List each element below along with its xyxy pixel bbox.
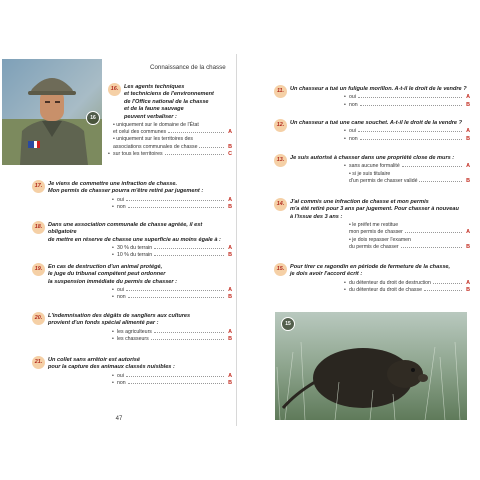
- answer-option-b[interactable]: • non B: [112, 380, 232, 387]
- answer-option-a-line2[interactable]: et celui des communes A: [113, 129, 232, 136]
- coypu-photo: [275, 312, 467, 420]
- question-number: 14.: [274, 198, 287, 211]
- hunter-illustration: [2, 59, 102, 165]
- question-number: 19.: [32, 263, 45, 276]
- question-16: [108, 84, 232, 158]
- answer-option-b[interactable]: • non B: [344, 135, 470, 142]
- answer-options: [344, 94, 470, 108]
- answer-option-b-line2[interactable]: associations communales de chasse B: [113, 143, 232, 150]
- question-number: 18.: [32, 221, 45, 234]
- question-19: [32, 264, 232, 302]
- answer-options: [344, 163, 470, 185]
- answer-options: [112, 197, 232, 211]
- question-13: [274, 155, 470, 185]
- answer-options: [112, 287, 232, 301]
- answer-option-a[interactable]: • 30 % du terrain A: [112, 245, 232, 252]
- answer-options: [344, 280, 470, 294]
- question-text: Un chasseur a tué un fuligule morillon. A-t-il le droit de le vendre ?: [290, 86, 467, 92]
- question-number: 12.: [274, 119, 287, 132]
- answer-option-b[interactable]: • uniquement sur les territoires des: [113, 136, 193, 143]
- answer-option-a[interactable]: • les agriculteurs A: [112, 328, 232, 335]
- answer-option-a[interactable]: • du détenteur du droit de destruction A: [344, 279, 470, 286]
- question-number: 20.: [32, 312, 45, 325]
- question-text: Dans une association communale de chasse agréée, il est obligatoire de mettre en réserve de chasse une superficie au moins égale à :: [48, 222, 221, 243]
- answer-option-b[interactable]: • non B: [112, 294, 232, 301]
- question-21: [32, 357, 232, 387]
- answer-option-a[interactable]: • uniquement sur le domaine de l'État: [113, 122, 199, 129]
- question-17: [32, 181, 232, 211]
- question-number: 21.: [32, 356, 45, 369]
- photo-number-badge: 16: [86, 111, 100, 125]
- question-text: Je viens de commettre une infraction de chasse. Mon permis de chasser pourra m'être retiré par jugement :: [48, 181, 204, 195]
- answer-options: [112, 245, 232, 259]
- question-number: 13.: [274, 154, 287, 167]
- question-text: En cas de destruction d'un animal protégé, le juge du tribunal compétent peut ordonner la suspension immédiate du permis de chasser :: [48, 264, 178, 285]
- answer-option-b[interactable]: • non B: [344, 101, 470, 108]
- answer-option-b[interactable]: • 10 % du terrain B: [112, 252, 232, 259]
- question-15: [274, 264, 470, 294]
- question-number: 17.: [32, 180, 45, 193]
- answer-option-b[interactable]: • du détenteur du droit de chasse B: [344, 287, 470, 294]
- answer-options: [112, 373, 232, 387]
- question-11: [274, 86, 470, 109]
- answer-option-a[interactable]: • sans aucune formalité A: [344, 163, 470, 170]
- answer-option-a[interactable]: • oui A: [112, 372, 232, 379]
- question-number: 16.: [108, 83, 121, 96]
- answer-option-b[interactable]: • les chasseurs B: [112, 336, 232, 343]
- question-20: [32, 313, 232, 343]
- coypu-illustration: [275, 312, 467, 420]
- answer-options: [344, 128, 470, 142]
- left-page: [2, 54, 236, 426]
- answer-option-b-line2[interactable]: du permis de chasser B: [349, 243, 470, 250]
- question-text: Les agents techniques et techniciens de l'environnement de l'Office national de la chasse et de la faune sauvage peuvent verbaliser :: [124, 84, 214, 120]
- answer-option-b[interactable]: • je dois repasser l'examen: [349, 236, 411, 243]
- answer-option-a[interactable]: • oui A: [344, 128, 470, 135]
- answer-option-c[interactable]: • sur tous les territoires C: [108, 150, 232, 157]
- photo-number-badge: 15: [281, 317, 295, 331]
- question-text: Un chasseur a tué une cane souchet. A-t-il le droit de la vendre ?: [290, 120, 462, 126]
- answer-options: [112, 329, 232, 343]
- answer-option-b[interactable]: • non B: [112, 204, 232, 211]
- question-text: Pour tirer ce ragondin en période de fermeture de la chasse, je dois avoir l'accord écrit :: [290, 264, 451, 278]
- question-text: J'ai commis une infraction de chasse et mon permis m'a été retiré pour 3 ans par jugement. Pour chasser à nouveau à l'issue des 3 ans :: [290, 199, 459, 220]
- answer-option-a[interactable]: • le préfet me restitue: [349, 222, 399, 229]
- answer-options: [108, 122, 232, 158]
- page-number: 47: [115, 416, 123, 422]
- answer-option-a[interactable]: • oui A: [112, 287, 232, 294]
- question-18: [32, 222, 232, 260]
- answer-option-a[interactable]: • oui A: [344, 94, 470, 101]
- answer-option-a-line2[interactable]: mon permis de chasser A: [349, 229, 470, 236]
- question-14: [274, 199, 470, 251]
- answer-option-a[interactable]: • oui A: [112, 196, 232, 203]
- hunter-photo: [2, 59, 102, 165]
- question-number: 15.: [274, 263, 287, 276]
- question-number: 11.: [274, 85, 287, 98]
- answer-option-b[interactable]: • si je suis titulaire: [349, 170, 391, 177]
- running-header: Connaissance de la chasse: [150, 64, 226, 71]
- answer-option-b-line2[interactable]: d'un permis de chasser validé B: [349, 177, 470, 184]
- question-text: L'indemnisation des dégâts de sangliers aux cultures provient d'un fonds spécial alimenté par :: [48, 313, 191, 327]
- answer-options: [344, 222, 470, 251]
- question-text: Un collet sans arrêtoir est autorisé pour la capture des animaux classés nuisibles :: [48, 357, 175, 371]
- question-text: Je suis autorisé à chasser dans une propriété close de murs :: [290, 155, 455, 161]
- question-12: [274, 120, 470, 143]
